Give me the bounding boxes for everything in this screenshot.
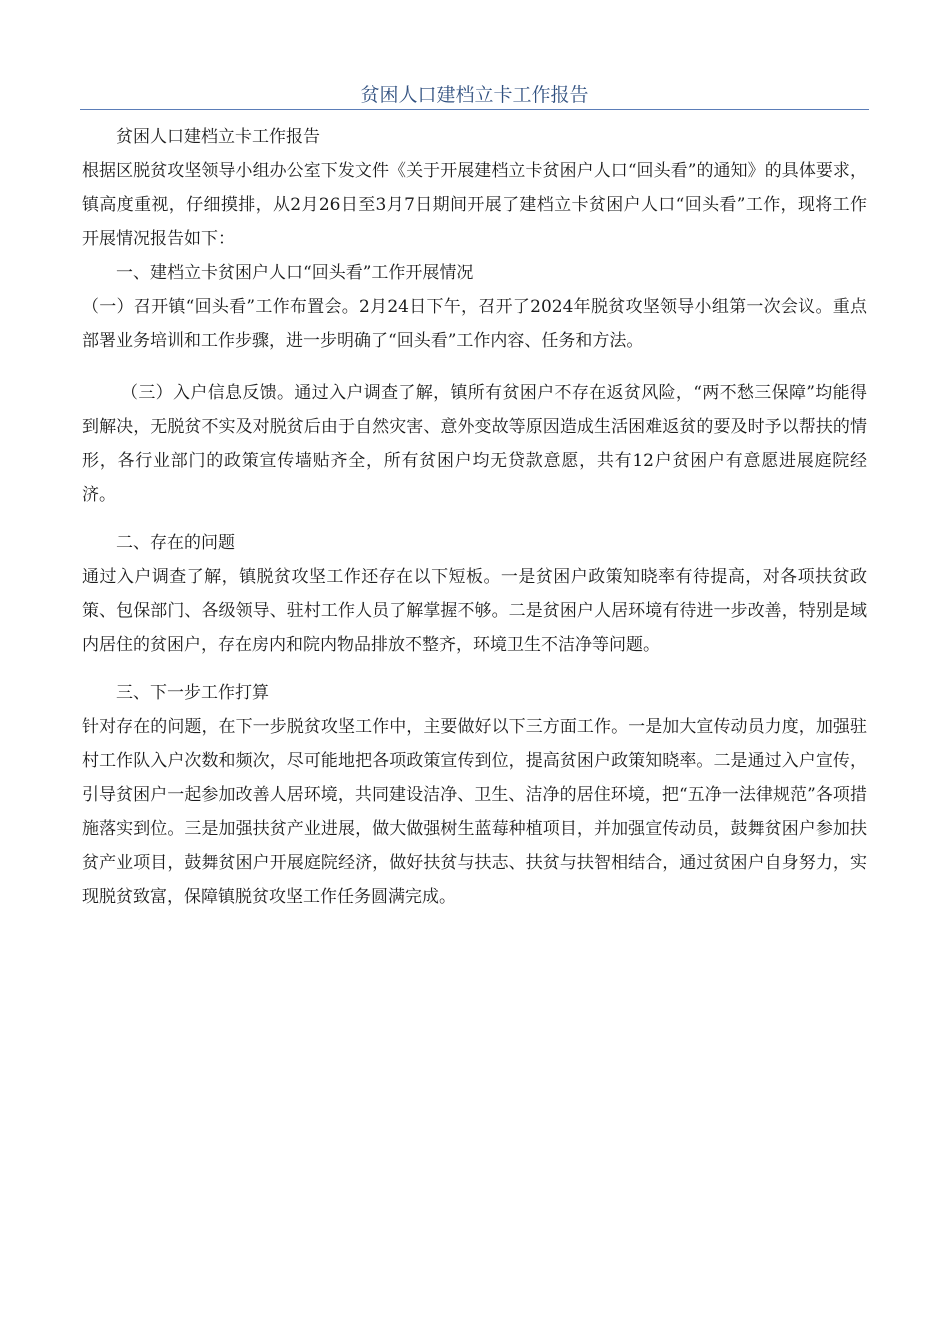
- header-divider: [80, 109, 869, 110]
- section-1-paragraph-1: （一）召开镇“回头看”工作布置会。2月24日下午，召开了2024年脱贫攻坚领导小组第一次会议。重点部署业务培训和工作步骤，进一步明确了“回头看”工作内容、任务和方法。: [82, 297, 867, 351]
- section-3-paragraph: 针对存在的问题，在下一步脱贫攻坚工作中，主要做好以下三方面工作。一是加大宣传动员力度，加强驻村工作队入户次数和频次，尽可能地把各项政策宣传到位，提高贫困户政策知晓率。二是通过入户宣传，引导贫困户一起参加改善人居环境，共同建设洁净、卫生、洁净的居住环境，把“五净一法律规范”各项措施落实到位。三是加强扶贫产业进展，做大做强树生蓝莓种植项目，并加强宣传动员，鼓舞贫困户参加扶贫产业项目，鼓舞贫困户开展庭院经济，做好扶贫与扶志、扶贫与扶智相结合，通过贫困户自身努力，实现脱贫致富，保障镇脱贫攻坚工作任务圆满完成。: [82, 717, 867, 907]
- document-title: 贫困人口建档立卡工作报告: [116, 127, 320, 147]
- section-3-heading: 三、下一步工作打算: [116, 683, 269, 703]
- section-2-heading: 二、存在的问题: [116, 533, 235, 553]
- intro-paragraph: 根据区脱贫攻坚领导小组办公室下发文件《关于开展建档立卡贫困户人口“回头看”的通知》的具体要求，镇高度重视，仔细摸排，从2月26日至3月7日期间开展了建档立卡贫困户人口“回头看”工作，现将工作开展情况报告如下：: [82, 161, 867, 249]
- section-1-paragraph-3: （三）入户信息反馈。通过入户调查了解，镇所有贫困户不存在返贫风险，“两不愁三保障”均能得到解决，无脱贫不实及对脱贫后由于自然灾害、意外变故等原因造成生活困难返贫的要及时予以帮扶的情形，各行业部门的政策宣传墙贴齐全，所有贫困户均无贷款意愿，共有12户贫困户有意愿进展庭院经济。: [82, 383, 867, 505]
- section-1-heading: 一、建档立卡贫困户人口“回头看”工作开展情况: [116, 263, 474, 283]
- document-body: [82, 120, 867, 914]
- section-2-paragraph: 通过入户调查了解，镇脱贫攻坚工作还存在以下短板。一是贫困户政策知晓率有待提高，对各项扶贫政策、包保部门、各级领导、驻村工作人员了解掌握不够。二是贫困户人居环境有待进一步改善，特别是域内居住的贫困户，存在房内和院内物品排放不整齐，环境卫生不洁净等问题。: [82, 567, 867, 655]
- page-header-title: 贫困人口建档立卡工作报告: [360, 84, 589, 106]
